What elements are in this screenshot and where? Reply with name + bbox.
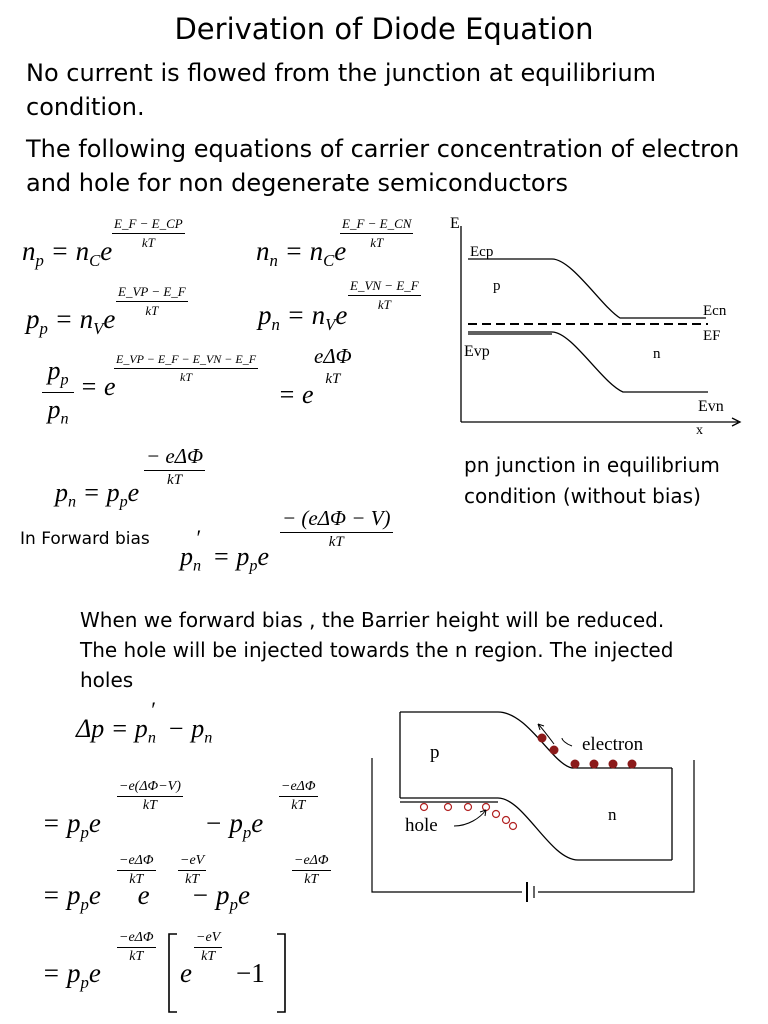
exponent-pp: $\frac{E\_VP - E\_F}{kT}$	[118, 284, 186, 318]
para2-line-3: holes	[80, 668, 134, 692]
equation-pn-equilibrium: $p_n = p_pe$	[55, 478, 140, 511]
energy-axis-label: E	[450, 215, 460, 232]
n-region-label: n	[653, 346, 661, 362]
equation-line-3: = $p_pe$	[42, 958, 101, 992]
caption-line-2: condition (without bias)	[464, 484, 701, 508]
ratio-fraction: $p_p$ $p_n$	[42, 356, 74, 428]
equation-delta-p: $\Delta p = p_n' - p_n$	[76, 697, 213, 747]
intro-line-1: No current is flowed from the junction at equilibrium	[26, 59, 657, 87]
intro-line-2: condition.	[26, 93, 145, 121]
equation-pn-forward: $p_n' = p_pe$	[180, 525, 270, 575]
forward-bias-text	[80, 605, 760, 695]
equation-np: $n_p = n_Ce$	[22, 236, 113, 270]
n-region-label-forward: n	[608, 805, 617, 824]
hole-arrow	[454, 810, 486, 826]
exponent-ratio2: eΔΦ kT	[314, 344, 352, 387]
band-diagram	[448, 212, 748, 442]
evp-label: Evp	[464, 343, 490, 360]
exponent-ratio: $\frac{E\_VP - E\_F - E\_VN - E\_F}{kT}$	[116, 352, 257, 384]
intro-text	[26, 56, 766, 200]
ecn-label: Ecn	[703, 303, 727, 319]
hole-label: hole	[405, 815, 438, 836]
equation-line-2: = $p_pe$ $e - p_pe$	[42, 880, 250, 914]
intro-line-4: and hole for non degenerate semiconductors	[26, 169, 568, 197]
exponent-pn: $\frac{E\_VN - E\_F}{kT}$	[350, 278, 419, 312]
exponent-line3-a: −eΔΦ kT	[119, 930, 154, 964]
caption-line-1: pn junction in equilibrium	[464, 453, 720, 477]
exponent-np: $\frac{E\_F - E\_CP}{kT}$	[114, 216, 183, 250]
page-title: Derivation of Diode Equation	[174, 12, 594, 46]
para2-line-2: The hole will be injected towards the n region. The injected	[80, 638, 674, 662]
exponent-nn: $\frac{E\_F - E\_CN}{kT}$	[342, 216, 412, 250]
intro-line-3: The following equations of carrier concentration of electron	[26, 135, 740, 163]
conduction-band	[468, 259, 706, 318]
minus-one: −1	[236, 958, 265, 988]
ratio2-equals: = e	[278, 380, 314, 409]
circuit-wire-left	[372, 758, 522, 892]
evn-label: Evn	[698, 398, 724, 415]
electron-label: electron	[582, 734, 644, 755]
forward-bias-diagram	[368, 700, 764, 910]
exponent-line2-b: $\frac{-eV}{kT}$	[180, 853, 205, 887]
equation-pp: $p_p = n_Ve$	[26, 304, 116, 338]
exponent-pn-forward: − (eΔΦ − V) kT	[282, 506, 391, 550]
forward-bias-label: In Forward bias	[20, 529, 150, 549]
exponent-line1-a: $\frac{-e(\Delta\Phi-V)}{kT}$	[119, 779, 181, 813]
equation-pn: $p_n = n_Ve$	[258, 300, 348, 334]
band-diagram-caption	[464, 450, 720, 512]
exponent-pn-equilibrium: − eΔΦ kT	[146, 444, 204, 488]
p-region-label-forward: p	[430, 742, 440, 763]
exponent-line2-c: −eΔΦ kT	[294, 853, 329, 887]
bracket-e: e	[180, 958, 192, 988]
circuit-wire-right	[538, 760, 694, 892]
equation-nn: $n_n = n_Ce$	[256, 236, 347, 270]
x-axis-label: x	[696, 423, 703, 438]
exponent-line1-b: −eΔΦ kT	[281, 779, 316, 813]
exponent-line3-b: $\frac{-eV}{kT}$	[196, 930, 221, 964]
valence-band	[468, 332, 708, 392]
ecp-label: Ecp	[470, 244, 494, 260]
exponent-line2-a: −eΔΦ kT	[119, 853, 154, 887]
valence-band-forward	[400, 798, 672, 860]
p-region-label: p	[493, 278, 501, 294]
ef-label: EF	[703, 328, 721, 344]
ratio-equals: = e	[80, 372, 116, 401]
para2-line-1: When we forward bias , the Barrier height will be reduced.	[80, 608, 665, 632]
equation-line-1: = $p_pe - p_pe$	[42, 808, 264, 842]
